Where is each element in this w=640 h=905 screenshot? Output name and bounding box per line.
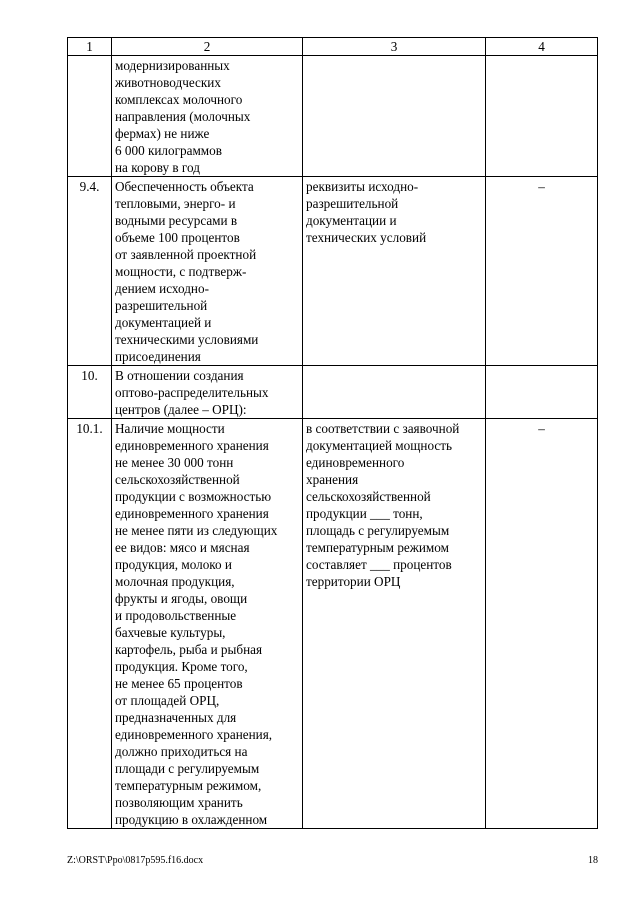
- footer-page-number: 18: [588, 855, 598, 866]
- text-line: документации и: [306, 213, 397, 228]
- text-line: Наличие мощности: [115, 421, 225, 436]
- footer-file-path: Z:\ORST\Ppo\0817p595.f16.docx: [67, 855, 204, 866]
- header-cell: 4: [486, 38, 598, 56]
- text-line: документацией и: [115, 315, 212, 330]
- text-line: фрукты и ягоды, овощи: [115, 591, 248, 606]
- text-line: водными ресурсами в: [115, 213, 238, 228]
- text-line: территории ОРЦ: [306, 574, 401, 589]
- text-line: техническими условиями: [115, 332, 259, 347]
- text-line: тепловыми, энерго- и: [115, 196, 236, 211]
- text-line: продукции с возможностью: [115, 489, 272, 504]
- text-line: технических условий: [306, 230, 427, 245]
- table-row: [68, 366, 598, 419]
- text-line: комплексах молочного: [115, 92, 243, 107]
- criterion-cell: [112, 419, 303, 829]
- text-line: в соответствии с заявочной: [306, 421, 460, 436]
- text-line: присоединения: [115, 349, 201, 364]
- text-line: на корову в год: [115, 160, 200, 175]
- note-cell: –: [486, 177, 598, 366]
- table-header-row: [68, 38, 598, 56]
- text-line: документацией мощность: [306, 438, 453, 453]
- text-line: мощности, с подтверж-: [115, 264, 247, 279]
- text-line: ее видов: мясо и мясная: [115, 540, 250, 555]
- row-number-cell: 10.1.: [68, 419, 112, 829]
- text-line: не менее пяти из следующих: [115, 523, 278, 538]
- confirmation-cell: [303, 419, 486, 829]
- text-line: бахчевые культуры,: [115, 625, 226, 640]
- criterion-cell: [112, 366, 303, 419]
- text-line: позволяющим хранить: [115, 795, 243, 810]
- text-line: продукцию в охлажденном: [115, 812, 268, 827]
- criterion-cell: [112, 177, 303, 366]
- header-cell: 2: [112, 38, 303, 56]
- text-line: площадь с регулируемым: [306, 523, 450, 538]
- header-cell: 3: [303, 38, 486, 56]
- text-line: объеме 100 процентов: [115, 230, 240, 245]
- text-line: не менее 65 процентов: [115, 676, 243, 691]
- text-line: разрешительной: [306, 196, 399, 211]
- text-line: сельскохозяйственной: [306, 489, 431, 504]
- text-line: составляет ___ процентов: [306, 557, 452, 572]
- note-cell: –: [486, 419, 598, 829]
- text-line: фермах) не ниже: [115, 126, 210, 141]
- text-line: 6 000 килограммов: [115, 143, 222, 158]
- text-line: площади с регулируемым: [115, 761, 260, 776]
- text-line: направления (молочных: [115, 109, 251, 124]
- note-cell: [486, 366, 598, 419]
- text-line: единовременного: [306, 455, 405, 470]
- table-row: [68, 177, 598, 366]
- text-line: от заявленной проектной: [115, 247, 257, 262]
- text-line: и продовольственные: [115, 608, 237, 623]
- text-line: продукция. Кроме того,: [115, 659, 248, 674]
- criterion-cell: [112, 56, 303, 177]
- text-line: не менее 30 000 тонн: [115, 455, 234, 470]
- text-line: единовременного хранения: [115, 438, 269, 453]
- text-line: реквизиты исходно-: [306, 179, 419, 194]
- text-line: температурным режимом: [306, 540, 449, 555]
- row-number-cell: [68, 56, 112, 177]
- text-line: картофель, рыба и рыбная: [115, 642, 263, 657]
- text-line: сельскохозяйственной: [115, 472, 240, 487]
- text-line: В отношении создания: [115, 368, 244, 383]
- text-line: температурным режимом,: [115, 778, 262, 793]
- table-row: [68, 419, 598, 829]
- text-line: Обеспеченность объекта: [115, 179, 254, 194]
- text-line: единовременного хранения,: [115, 727, 273, 742]
- requirements-table: [67, 37, 598, 829]
- text-line: от площадей ОРЦ,: [115, 693, 220, 708]
- confirmation-cell: [303, 177, 486, 366]
- table-row: [68, 56, 598, 177]
- note-cell: [486, 56, 598, 177]
- confirmation-cell: [303, 56, 486, 177]
- row-number-cell: 9.4.: [68, 177, 112, 366]
- text-line: продукции ___ тонн,: [306, 506, 423, 521]
- text-line: хранения: [306, 472, 359, 487]
- text-line: продукция, молоко и: [115, 557, 232, 572]
- text-line: должно приходиться на: [115, 744, 248, 759]
- text-line: молочная продукция,: [115, 574, 235, 589]
- text-line: центров (далее – ОРЦ):: [115, 402, 247, 417]
- text-line: дением исходно-: [115, 281, 209, 296]
- confirmation-cell: [303, 366, 486, 419]
- text-line: животноводческих: [115, 75, 221, 90]
- text-line: единовременного хранения: [115, 506, 269, 521]
- header-cell: 1: [68, 38, 112, 56]
- text-line: разрешительной: [115, 298, 208, 313]
- text-line: оптово-распределительных: [115, 385, 269, 400]
- text-line: предназначенных для: [115, 710, 237, 725]
- text-line: модернизированных: [115, 58, 230, 73]
- row-number-cell: 10.: [68, 366, 112, 419]
